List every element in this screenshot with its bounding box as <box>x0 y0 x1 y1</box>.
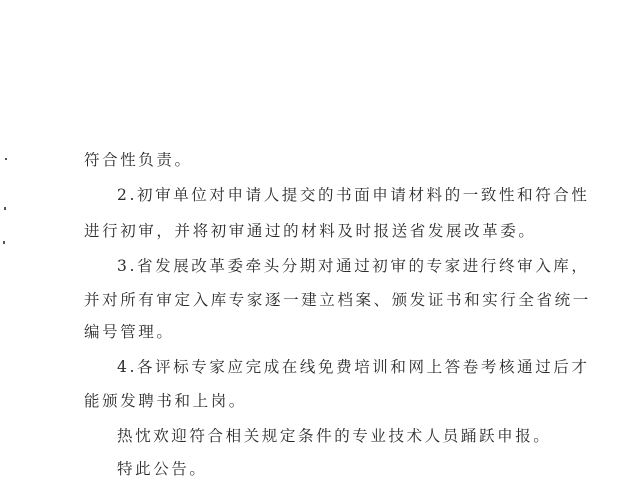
paragraph-line: 符合性负责。 <box>84 151 193 169</box>
paragraph-line: 热忱欢迎符合相关规定条件的专业技术人员踊跃申报。 <box>117 427 552 445</box>
paragraph-line: 2.初审单位对申请人提交的书面申请材料的一致性和符合性 <box>117 186 590 204</box>
paragraph-line: 特此公告。 <box>117 460 208 478</box>
scan-mark <box>5 158 7 160</box>
scan-mark <box>4 207 6 210</box>
paragraph-line: 能颁发聘书和上岗。 <box>84 392 247 410</box>
scan-mark <box>3 241 5 244</box>
paragraph-line: 编号管理。 <box>84 323 175 341</box>
paragraph-line: 并对所有审定入库专家逐一建立档案、颁发证书和实行全省统一 <box>84 291 591 309</box>
paragraph-line: 3.省发展改革委牵头分期对通过初审的专家进行终审入库， <box>117 257 590 275</box>
paragraph-line: 进行初审，并将初审通过的材料及时报送省发展改革委。 <box>84 222 537 240</box>
paragraph-line: 4.各评标专家应完成在线免费培训和网上答卷考核通过后才 <box>117 358 590 376</box>
